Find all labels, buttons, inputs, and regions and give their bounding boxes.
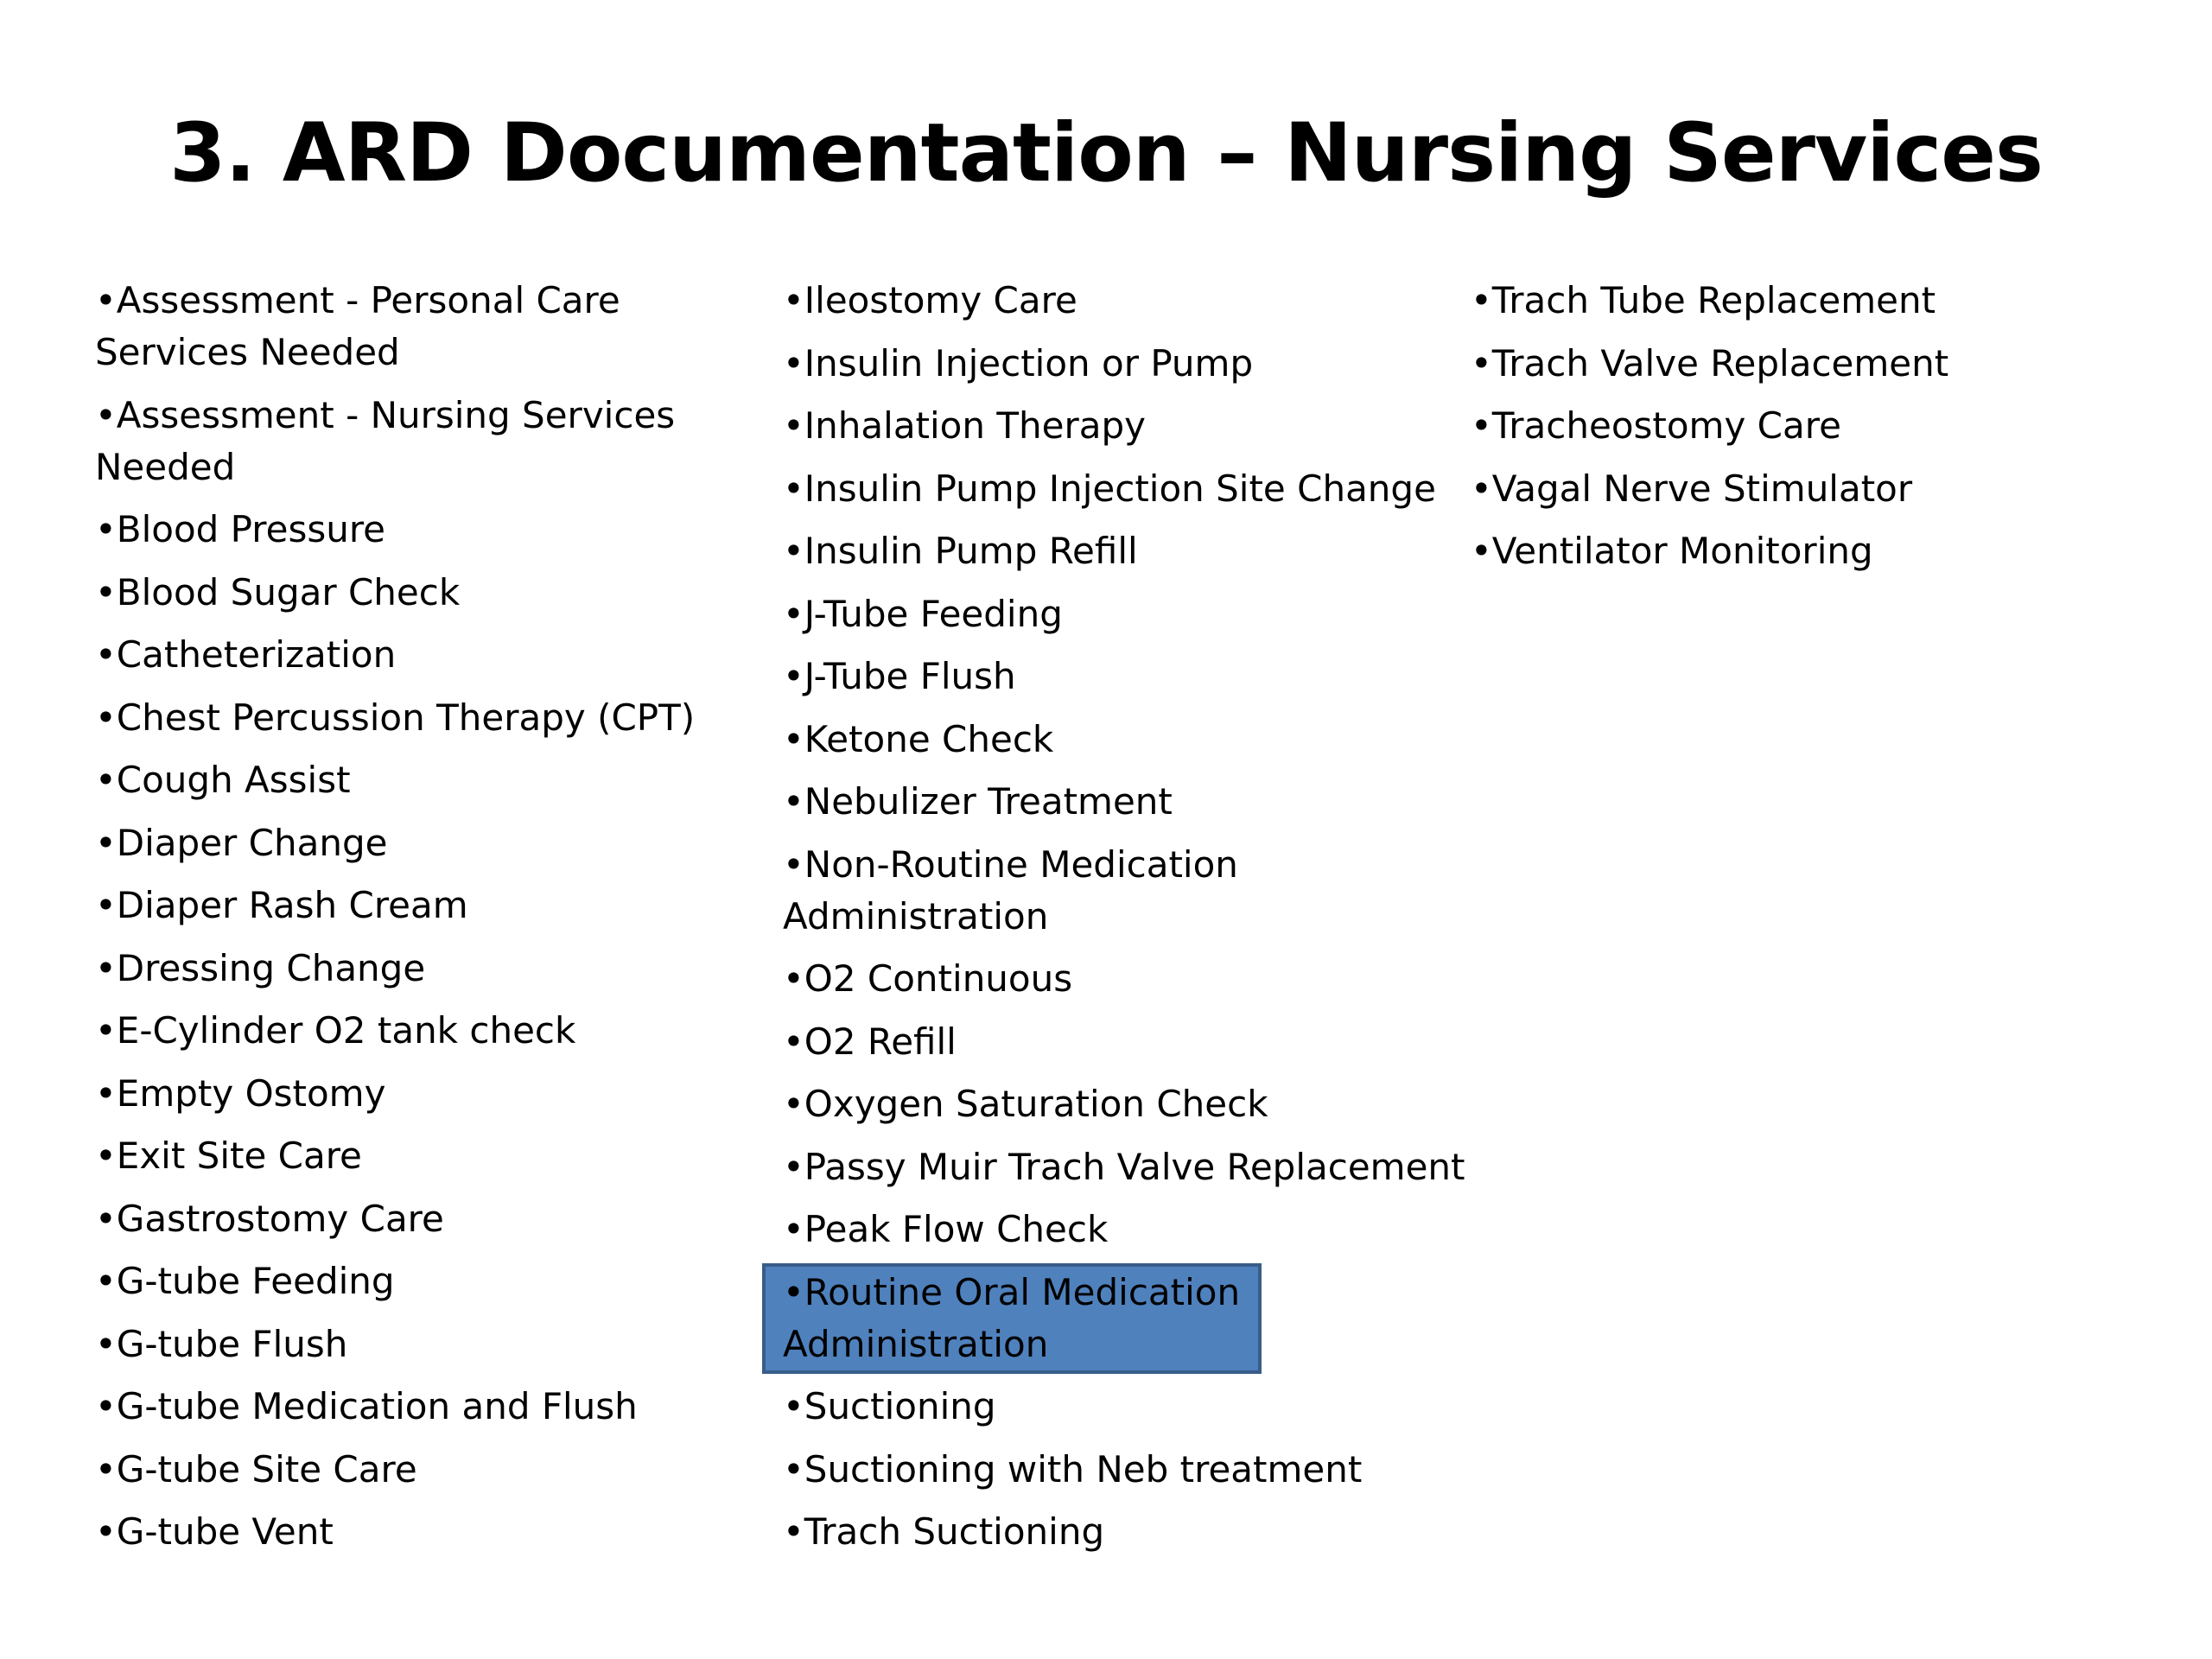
list-item-text: Routine Oral Medication Administration [783,1270,1241,1365]
list-item [95,1506,769,1558]
list-item [783,1204,1465,1255]
list-item [783,463,1465,515]
list-item-text: Ketone Check [804,717,1054,760]
bullet-glyph: • [783,1447,804,1491]
list-item [783,714,1465,766]
bullet-glyph: • [95,570,117,613]
list-item-text: Ventilator Monitoring [1491,530,1873,572]
list-item [95,1381,769,1433]
list-item-text: Ileostomy Care [804,279,1077,321]
list-item [783,1444,1465,1496]
highlighted-list-item [766,1267,1258,1370]
list-item-text: Peak Flow Check [804,1208,1109,1250]
bullet-column-1 [95,275,769,1569]
bullet-glyph: • [95,279,117,321]
list-item-text: Inhalation Therapy [804,404,1146,447]
list-item-text: O2 Continuous [804,957,1073,1000]
list-item-text: G-tube Feeding [116,1260,395,1302]
list-item [783,839,1465,943]
list-item [95,754,769,806]
list-item [783,1506,1465,1558]
list-item [783,588,1465,640]
list-item-text: Insulin Pump Refill [804,530,1138,572]
bullet-glyph: • [95,1009,117,1052]
list-item-text: Suctioning with Neb treatment [804,1447,1363,1491]
list-item [95,1130,769,1182]
list-item-text: Diaper Rash Cream [116,884,468,926]
list-item-text: Dressing Change [116,946,426,989]
list-item [1471,338,2179,390]
list-item-text: Insulin Injection or Pump [804,341,1254,385]
list-item-text: Chest Percussion Therapy (CPT) [116,696,696,739]
list-item-text: G-tube Vent [116,1510,334,1553]
bullet-column-2 [783,275,1465,1569]
bullet-glyph: • [95,821,117,864]
bullet-glyph: • [783,1208,804,1250]
bullet-glyph: • [1471,341,1492,385]
list-item-text: Vagal Nerve Stimulator [1491,467,1913,510]
list-item-text: Tracheostomy Care [1491,404,1841,447]
bullet-glyph: • [783,717,804,760]
list-item-text: J-Tube Flush [804,655,1016,697]
list-item [95,1319,769,1370]
list-item-text: Trach Tube Replacement [1491,279,1936,321]
list-item-text: Assessment - Nursing Services Needed [95,393,676,488]
list-item [95,943,769,995]
list-item-text: Blood Pressure [116,508,386,550]
bullet-glyph: • [783,1270,804,1313]
bullet-glyph: • [783,842,804,886]
bullet-glyph: • [783,279,804,321]
bullet-glyph: • [783,780,804,823]
bullet-glyph: • [95,946,117,989]
bullet-glyph: • [95,393,117,436]
list-item [783,776,1465,828]
list-item-text: Non-Routine Medication Administration [783,842,1238,938]
list-item [95,1005,769,1057]
list-item-text: Assessment - Personal Care Services Needed [95,279,620,373]
bullet-glyph: • [783,1020,804,1063]
list-item-text: Insulin Pump Injection Site Change [804,467,1436,510]
list-item-text: Trach Valve Replacement [1491,341,1949,385]
list-item-text: Blood Sugar Check [116,570,461,613]
list-item-text: Passy Muir Trach Valve Replacement [804,1145,1465,1188]
list-item [783,525,1465,577]
list-item-text: Nebulizer Treatment [804,780,1173,823]
list-item [95,1068,769,1120]
list-item [783,400,1465,452]
list-item-text: G-tube Flush [116,1322,348,1365]
list-item [1471,525,2179,577]
list-item [95,1444,769,1496]
list-item-text: Empty Ostomy [116,1071,386,1115]
bullet-glyph: • [95,1510,117,1553]
list-item-text: J-Tube Feeding [804,592,1063,635]
bullet-glyph: • [783,655,804,697]
list-item [783,1078,1465,1130]
bullet-glyph: • [783,1145,804,1188]
bullet-glyph: • [1471,404,1492,447]
bullet-glyph: • [95,1322,117,1365]
list-item [95,504,769,556]
list-item-text: Gastrostomy Care [116,1197,444,1240]
bullet-glyph: • [95,1071,117,1115]
list-item-text: Oxygen Saturation Check [804,1083,1268,1125]
list-item-text: Cough Assist [116,759,351,801]
list-item [783,1016,1465,1068]
bullet-glyph: • [783,404,804,447]
bullet-glyph: • [783,530,804,572]
bullet-glyph: • [1471,530,1492,572]
list-item [783,651,1465,702]
bullet-glyph: • [1471,467,1492,510]
bullet-glyph: • [783,467,804,510]
list-item [95,692,769,744]
list-item [783,1381,1465,1433]
list-item-text: Diaper Change [116,821,388,864]
list-item [95,629,769,681]
list-item [783,1141,1465,1193]
bullet-glyph: • [783,1083,804,1125]
list-item [95,880,769,931]
list-item [783,275,1465,327]
bullet-glyph: • [95,759,117,801]
list-item-text: Trach Suctioning [804,1510,1105,1553]
bullet-column-3 [1471,275,2179,588]
list-item-text: G-tube Medication and Flush [116,1385,638,1427]
list-item-text: Exit Site Care [116,1135,362,1177]
list-item-text: O2 Refill [804,1020,957,1063]
bullet-glyph: • [783,592,804,635]
list-item [783,953,1465,1005]
bullet-glyph: • [95,633,117,676]
list-item [1471,400,2179,452]
list-item [95,275,769,378]
bullet-glyph: • [95,696,117,739]
list-item [95,390,769,493]
bullet-glyph: • [95,884,117,926]
list-item-text: Catheterization [116,633,397,676]
bullet-glyph: • [95,1447,117,1491]
list-item [783,338,1465,390]
bullet-glyph: • [783,341,804,385]
bullet-glyph: • [95,508,117,550]
list-item [95,817,769,869]
list-item [1471,275,2179,327]
slide-title: 3. ARD Documentation – Nursing Services [169,106,2043,200]
bullet-glyph: • [783,1510,804,1553]
list-item [95,1193,769,1245]
bullet-glyph: • [783,1385,804,1427]
list-item-text: Suctioning [804,1385,996,1427]
bullet-glyph: • [95,1385,117,1427]
bullet-glyph: • [1471,279,1492,321]
bullet-glyph: • [95,1197,117,1240]
list-item [1471,463,2179,515]
bullet-glyph: • [95,1260,117,1302]
list-item [95,567,769,619]
list-item [95,1255,769,1307]
bullet-glyph: • [783,957,804,1000]
list-item-text: E-Cylinder O2 tank check [116,1009,576,1052]
bullet-glyph: • [95,1135,117,1177]
list-item-text: G-tube Site Care [116,1447,417,1491]
